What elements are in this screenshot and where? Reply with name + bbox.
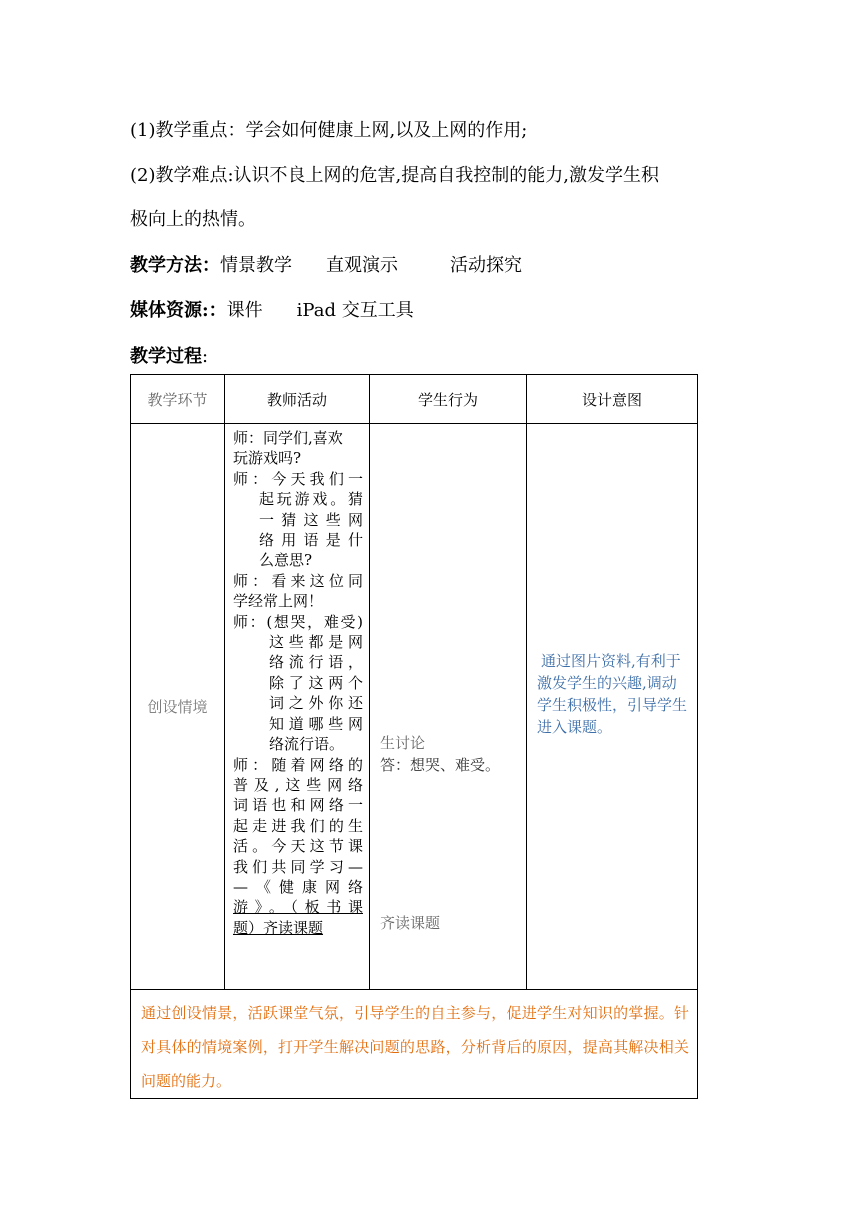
- teaching-method-label: 教学方法：: [130, 255, 220, 276]
- teacher-line: 起玩游戏。猜: [259, 490, 363, 509]
- key-point-line: (1)教学重点：学会如何健康上网,以及上网的作用;: [130, 120, 528, 141]
- media-resource-line: [130, 296, 414, 322]
- teacher-line: 我们共同学习—: [233, 857, 363, 876]
- student-behavior-cell: [370, 424, 527, 990]
- teacher-line: 知道哪些网: [269, 714, 363, 733]
- teacher-line: 玩游戏吗?: [233, 449, 302, 468]
- teacher-line: 普及,这些网络: [233, 775, 363, 794]
- student-answer: 答：想哭、难受。: [380, 756, 501, 774]
- teacher-line: 一猜这些网: [259, 510, 363, 529]
- media-resource-item: 课件: [226, 300, 263, 321]
- teacher-activity-cell: [225, 424, 370, 990]
- table-row: [131, 424, 698, 990]
- table-header-row: [131, 375, 698, 424]
- difficult-point-line-2: 极向上的热情。: [130, 209, 256, 230]
- teacher-line: 这些都是网: [269, 633, 363, 652]
- teacher-line: 学经常上网！: [233, 592, 324, 611]
- summary-text: 通过创设情景，活跃课堂气氛，引导学生的自主参与，促进学生对知识的掌握。针对具体的情境案例，打开学生解决问题的思路，分析背后的原因，提高其解决相关问题的能力。: [141, 1004, 689, 1090]
- teacher-line: 师：今天我们一: [233, 469, 363, 488]
- design-intent-cell: [527, 424, 698, 990]
- teaching-method-item: 活动探究: [450, 255, 522, 276]
- teaching-method-item: 情景教学: [220, 255, 292, 276]
- teacher-line: 起走进我们的生: [233, 816, 363, 835]
- teacher-line: 词语也和网络一: [233, 796, 363, 815]
- teaching-process-label: 教学过程: [130, 346, 202, 367]
- summary-cell: [131, 990, 698, 1099]
- summary-row: [131, 990, 698, 1099]
- teaching-method-line: [130, 251, 522, 277]
- teaching-process-line: [130, 342, 208, 368]
- teacher-line: 题）齐读课题: [233, 918, 324, 937]
- teacher-line: 络用语是什: [259, 531, 363, 550]
- teaching-process-colon: :: [202, 346, 209, 367]
- teacher-line: 活。今天这节课: [233, 837, 363, 856]
- difficult-point-line-1: (2)教学难点:认识不良上网的危害,提高自我控制的能力,激发学生积: [130, 165, 660, 186]
- teacher-line: —《健康网络: [233, 877, 363, 896]
- media-resource-item: iPad 交互工具: [296, 300, 414, 321]
- header-student-behavior: 学生行为: [370, 375, 527, 424]
- header-stage: 教学环节: [131, 375, 225, 424]
- design-intent-text: 通过图片资料,有利于激发学生的兴趣,调动学生积极性，引导学生进入课题。: [537, 651, 688, 736]
- teacher-line: 师：(想哭，难受): [233, 612, 363, 631]
- teacher-line: 师：看来这位同: [233, 571, 363, 590]
- student-discuss: 生讨论: [380, 734, 426, 752]
- header-teacher-activity: 教师活动: [225, 375, 370, 424]
- teaching-method-item: 直观演示: [326, 255, 398, 276]
- header-design-intent: 设计意图: [527, 375, 698, 424]
- teacher-line: 游》。（板书课: [233, 898, 363, 917]
- student-read: 齐读课题: [380, 914, 441, 932]
- teacher-line: 师：同学们,喜欢: [233, 429, 343, 447]
- teacher-line: 除了这两个: [269, 673, 363, 692]
- teacher-line: 络流行语，: [269, 653, 363, 672]
- teacher-line: 络流行语。: [269, 735, 345, 754]
- stage-cell: 创设情境: [131, 424, 225, 990]
- teacher-line: 师：随着网络的: [233, 755, 363, 774]
- teacher-line: 么意思?: [259, 551, 313, 570]
- teacher-line: 词之外你还: [269, 694, 363, 713]
- lesson-table: [130, 374, 698, 1099]
- media-resource-label: 媒体资源:：: [130, 300, 227, 321]
